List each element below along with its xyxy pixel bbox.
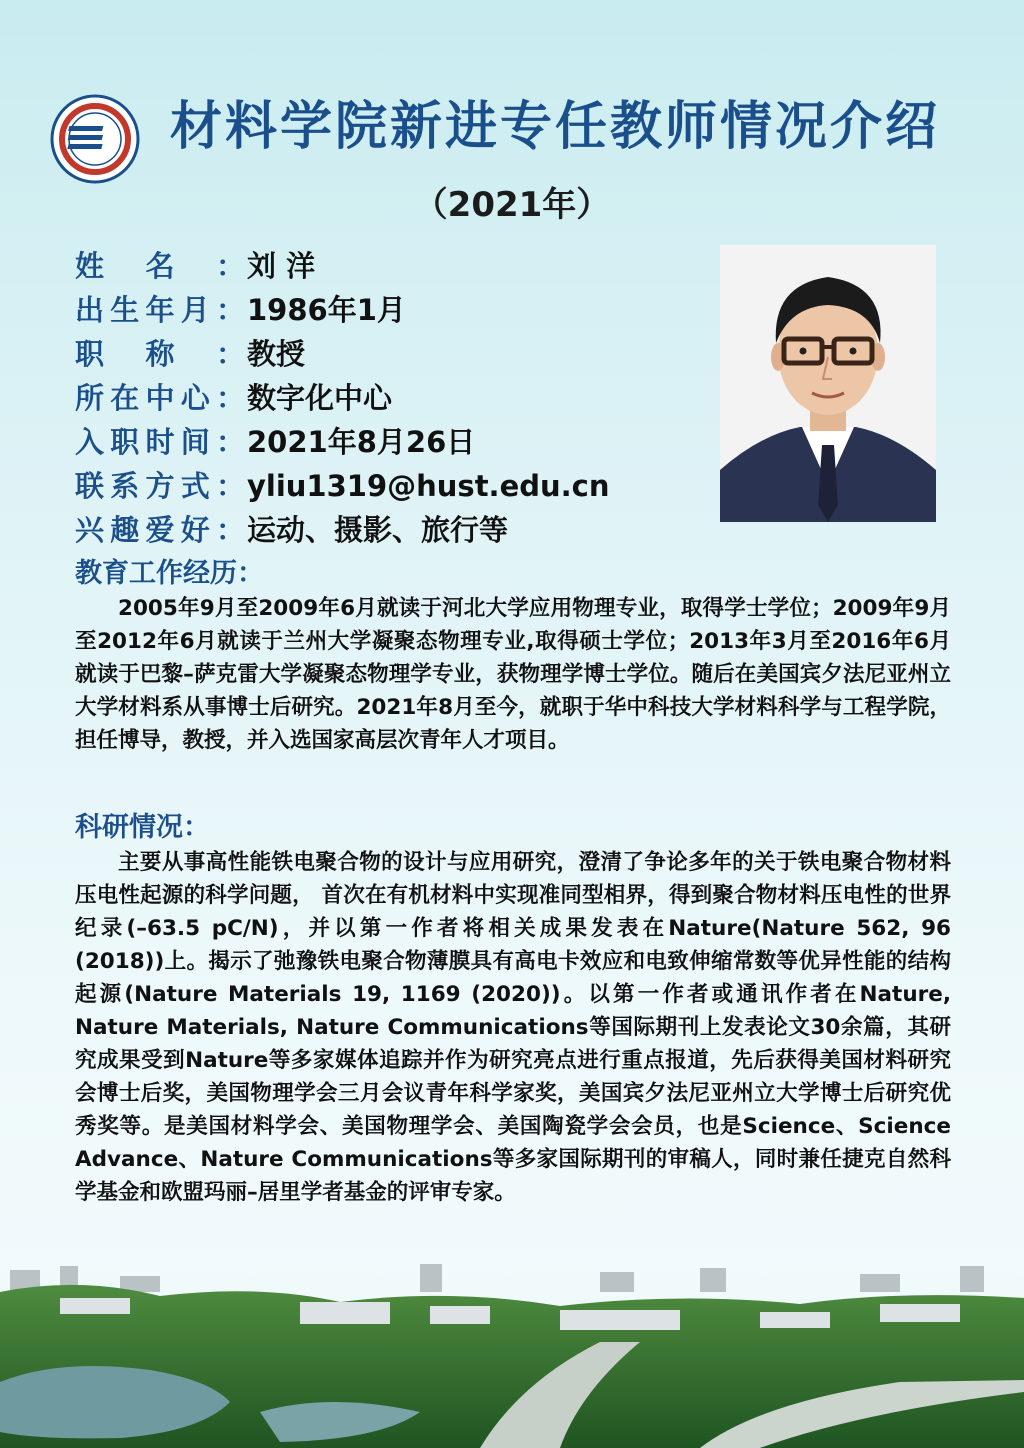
portrait-photo <box>720 245 936 522</box>
field-value: 刘 洋 <box>247 249 316 283</box>
field-value: 1986年1月 <box>247 293 406 327</box>
field-join-date <box>75 420 610 464</box>
field-label: 职称： <box>75 337 245 371</box>
field-birth <box>75 288 610 332</box>
field-name <box>75 244 610 288</box>
field-contact <box>75 464 610 508</box>
field-label: 出生年月： <box>75 293 245 327</box>
field-value: 数字化中心 <box>247 381 393 415</box>
field-center <box>75 376 610 420</box>
field-value: 2021年8月26日 <box>247 425 476 459</box>
field-value: 教授 <box>247 337 306 371</box>
field-label: 兴趣爱好： <box>75 513 245 547</box>
year-subtitle: （2021年） <box>413 185 611 225</box>
field-label: 入职时间： <box>75 425 245 459</box>
research-heading: 科研情况： <box>75 812 210 843</box>
research-text: 主要从事高性能铁电聚合物的设计与应用研究，澄清了争论多年的关于铁电聚合物材料压电性起源的科学问题， 首次在有机材料中实现准同型相界，得到聚合物材料压电性的世界纪录(–63.5 pC/N)，并以第一作者将相关成果发表在Nature(Nature 562, 96 (2018))上。揭示了弛豫铁电聚合物薄膜具有高电卡效应和电致伸缩常数等优异性能的结构起源(Nature Materials 19, 1169 (2020))。以第一作者或通讯作者在Nature, Nature Materials, Nature Communications等国际期刊上发表论文30余篇，其研究成果受到Nature等多家媒体追踪并作为研究亮点进行重点报道，先后获得美国材料研究会博士后奖，美国物理学会三月会议青年科学家奖，美国宾夕法尼亚州立大学博士后研究优秀奖等。是美国材料学会、美国物理学会、美国陶瓷学会会员，也是Science、Science Advance、Nature Communications等多家国际期刊的审稿人，同时兼任捷克自然科学基金和欧盟玛丽–居里学者基金的评审专家。 <box>75 850 951 1205</box>
email-value[interactable]: yliu1319@hust.edu.cn <box>247 469 610 503</box>
field-hobbies <box>75 508 610 552</box>
university-seal-icon <box>50 94 140 184</box>
page-title: 材料学院新进专任教师情况介绍 <box>170 97 941 157</box>
field-title <box>75 332 610 376</box>
profile-info <box>75 244 610 552</box>
field-label: 姓名： <box>75 249 245 283</box>
field-label: 联系方式： <box>75 469 245 503</box>
field-label: 所在中心： <box>75 381 245 415</box>
education-text: 2005年9月至2009年6月就读于河北大学应用物理专业，取得学士学位；2009年9月至2012年6月就读于兰州大学凝聚态物理专业,取得硕士学位；2013年3月至2016年6月就读于巴黎–萨克雷大学凝聚态物理学专业，获物理学博士学位。随后在美国宾夕法尼亚州立大学材料系从事博士后研究。2021年8月至今，就职于华中科技大学材料科学与工程学院，担任博导，教授，并入选国家高层次青年人才项目。 <box>75 596 951 753</box>
education-heading: 教育工作经历： <box>75 558 264 589</box>
campus-aerial-photo <box>0 1262 1024 1448</box>
field-value: 运动、摄影、旅行等 <box>247 513 509 547</box>
